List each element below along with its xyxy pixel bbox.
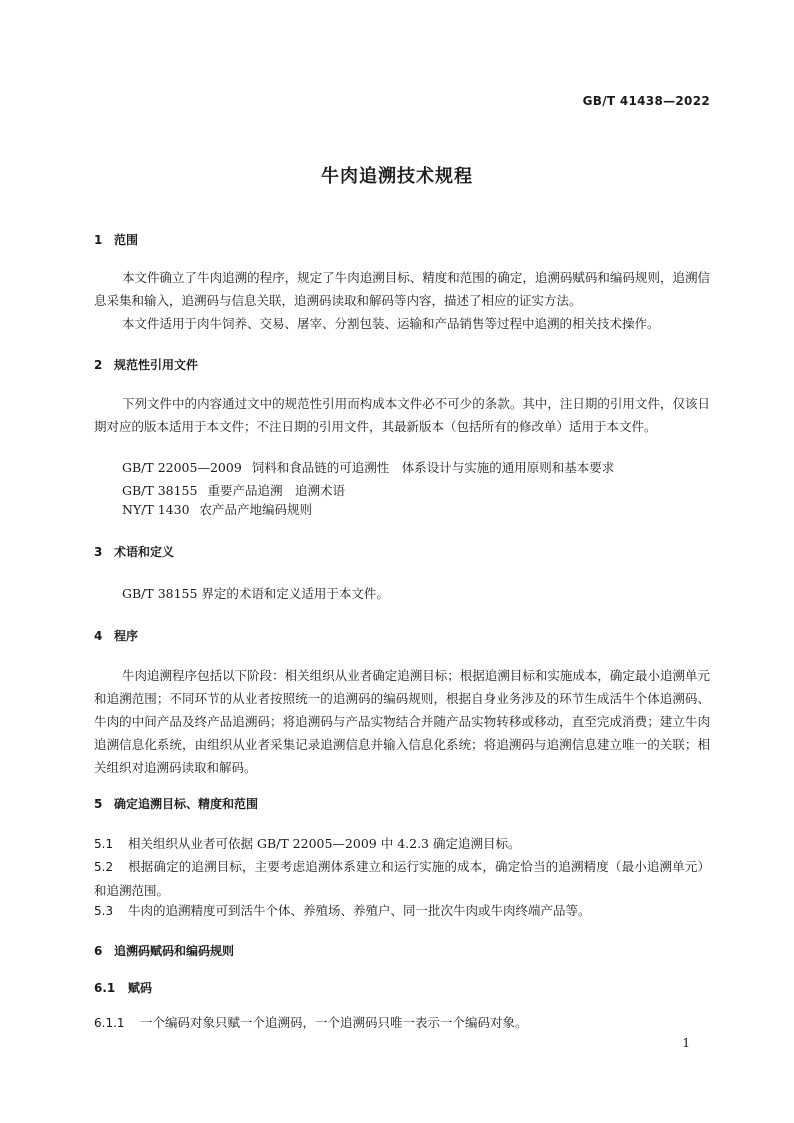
reference-title: 农产品产地编码规则: [199, 502, 313, 517]
page-number: 1: [682, 1036, 690, 1050]
reference-code: GB/T 22005—2009: [122, 460, 242, 475]
reference-title: 饲料和食品链的可追溯性 体系设计与实施的通用原则和基本要求: [251, 460, 615, 475]
clause-number: 5.2: [94, 860, 114, 874]
section-number: 1: [94, 233, 103, 247]
section-5-heading: [94, 795, 258, 812]
clause-5-2: [94, 855, 710, 902]
section-number: 2: [94, 358, 103, 372]
section-1-paragraph-1: 本文件确立了牛肉追溯的程序，规定了牛肉追溯目标、精度和范围的确定，追溯码赋码和编码规则，追溯信息采集和输入，追溯码与信息关联，追溯码读取和解码等内容，描述了相应的证实方法。: [94, 270, 710, 308]
subsection-title: 赋码: [128, 981, 153, 995]
section-1-paragraph-2: 本文件适用于肉牛饲养、交易、屠宰、分割包装、运输和产品销售等过程中追溯的相关技术操作。: [122, 316, 660, 331]
section-title: 确定追溯目标、精度和范围: [114, 797, 259, 811]
section-title: 术语和定义: [114, 545, 175, 559]
section-number: 3: [94, 545, 103, 559]
document-title: 牛肉追溯技术规程: [321, 166, 473, 187]
reference-code: GB/T 38155: [122, 483, 198, 498]
section-title: 追溯码赋码和编码规则: [114, 944, 235, 958]
clause-number: 6.1.1: [94, 1016, 125, 1030]
section-2-intro: 下列文件中的内容通过文中的规范性引用而构成本文件必不可少的条款。其中，注日期的引用文件，仅该日期对应的版本适用于本文件；不注日期的引用文件，其最新版本（包括所有的修改单）适用于本文件。: [94, 396, 710, 434]
section-number: 6: [94, 944, 103, 958]
subsection-6-1-heading: [94, 979, 152, 996]
clause-number: 5.1: [94, 837, 114, 851]
reference-title: 重要产品追溯 追溯术语: [207, 483, 345, 498]
reference-item: [122, 456, 614, 479]
clause-6-1-1: [94, 1011, 710, 1035]
clause-number: 5.3: [94, 904, 114, 918]
section-number: 5: [94, 797, 103, 811]
section-6-heading: [94, 942, 234, 959]
section-3-text: GB/T 38155 界定的术语和定义适用于本文件。: [122, 586, 389, 601]
section-number: 4: [94, 629, 103, 643]
section-2-heading: [94, 356, 198, 373]
clause-5-3: [94, 899, 710, 923]
subsection-number: 6.1: [94, 981, 116, 995]
section-4-heading: [94, 627, 138, 644]
section-title: 范围: [114, 233, 139, 247]
section-title: 程序: [114, 629, 139, 643]
standard-code: GB/T 41438—2022: [582, 94, 710, 108]
clause-5-1: [94, 832, 710, 856]
section-1-heading: [94, 231, 138, 248]
section-title: 规范性引用文件: [114, 358, 199, 372]
section-3-heading: [94, 543, 174, 560]
reference-item: [122, 498, 312, 521]
section-4-text: 牛肉追溯程序包括以下阶段：相关组织从业者确定追溯目标；根据追溯目标和实施成本，确定最小追溯单元和追溯范围；不同环节的从业者按照统一的追溯码的编码规则，根据自身业务涉及的环节生成活牛个体追溯码、牛肉的中间产品及终产品追溯码；将追溯码与产品实物结合并随产品实物转移或移动，直至完成消费；建立牛肉追溯信息化系统，由组织从业者采集记录追溯信息并输入信息化系统；将追溯码与追溯信息建立唯一的关联；相关组织对追溯码读取和解码。: [94, 668, 710, 775]
clause-text: 根据确定的追溯目标，主要考虑追溯体系建立和运行实施的成本，确定恰当的追溯精度（最小追溯单元）和追溯范围。: [94, 859, 710, 898]
reference-code: NY/T 1430: [122, 502, 190, 517]
clause-text: 一个编码对象只赋一个追溯码，一个追溯码只唯一表示一个编码对象。: [140, 1015, 528, 1030]
clause-text: 相关组织从业者可依据 GB/T 22005—2009 中 4.2.3 确定追溯目标。: [128, 836, 521, 851]
clause-text: 牛肉的追溯精度可到活牛个体、养殖场、养殖户、同一批次牛肉或牛肉终端产品等。: [128, 903, 591, 918]
